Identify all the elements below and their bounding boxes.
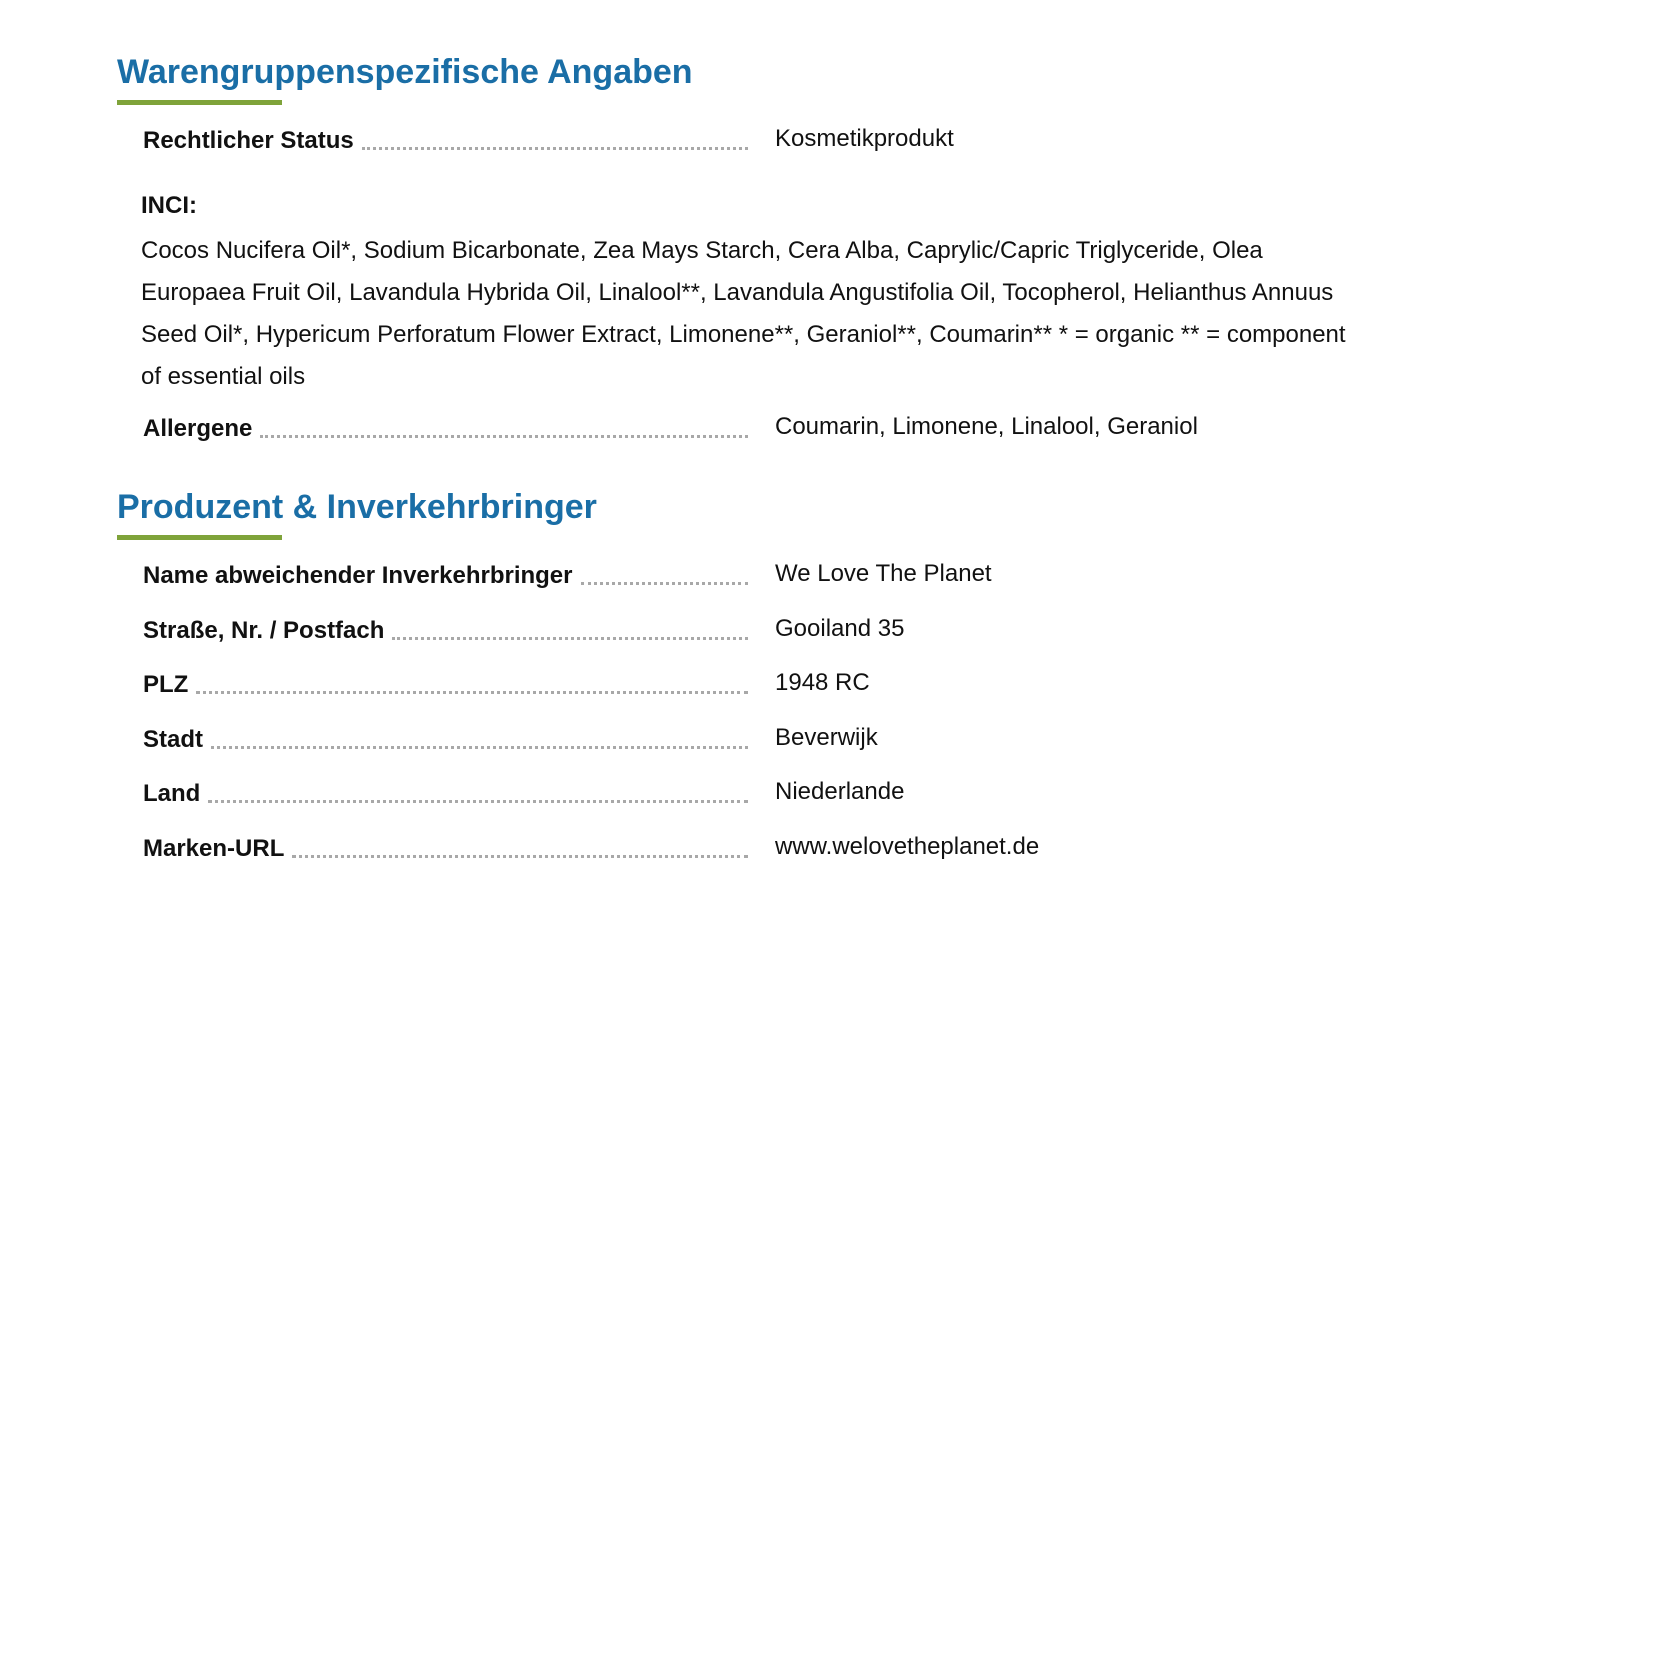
dotted-leader: [211, 746, 748, 749]
field-label: Land: [143, 779, 208, 809]
field-value: Kosmetikprodukt: [775, 125, 954, 152]
field-strasse: [143, 610, 1443, 646]
section-underline: [117, 100, 282, 105]
dotted-leader: [581, 582, 749, 585]
field-land: [143, 773, 1443, 809]
field-value: www.welovetheplanet.de: [775, 833, 1040, 860]
field-value: We Love The Planet: [775, 560, 992, 587]
field-marken-url: [143, 828, 1443, 864]
field-inverkehrbringer-name: [143, 555, 1443, 591]
field-label: PLZ: [143, 670, 196, 700]
inci-text: Cocos Nucifera Oil*, Sodium Bicarbonate, Zea Mays Starch, Cera Alba, Caprylic/Capric Triglyceride, Olea Europaea Fruit Oil, Lavandula Hybrida Oil, Linalool**, Lavandula Angustifolia Oil, Tocopherol, Helianthus Annuus Seed Oil*, Hypericum Perforatum Flower Extract, Limonene**, Geraniol**, Coumarin** * = organic ** = component of essential oils: [141, 237, 1346, 390]
field-value: 1948 RC: [775, 669, 870, 696]
field-value: Gooiland 35: [775, 615, 905, 642]
field-label: Name abweichender Inverkehrbringer: [143, 561, 581, 591]
field-value: Niederlande: [775, 778, 905, 805]
field-plz: [143, 664, 1443, 700]
field-value: Coumarin, Limonene, Linalool, Geraniol: [775, 413, 1198, 440]
field-label: Rechtlicher Status: [143, 126, 362, 156]
dotted-leader: [260, 435, 748, 438]
section-title-warengruppen: Warengruppenspezifische Angaben: [117, 53, 693, 91]
dotted-leader: [208, 800, 748, 803]
field-label: Marken-URL: [143, 834, 292, 864]
field-label: Straße, Nr. / Postfach: [143, 616, 392, 646]
field-label: Stadt: [143, 725, 211, 755]
section-underline: [117, 535, 282, 540]
dotted-leader: [362, 147, 748, 150]
field-rechtlicher-status: [143, 120, 1443, 156]
section-title-produzent: Produzent & Inverkehrbringer: [117, 488, 597, 526]
field-stadt: [143, 719, 1443, 755]
field-allergene: [143, 408, 1443, 444]
dotted-leader: [292, 855, 748, 858]
field-value: Beverwijk: [775, 724, 878, 751]
dotted-leader: [196, 691, 748, 694]
dotted-leader: [392, 637, 748, 640]
field-label: Allergene: [143, 414, 260, 444]
inci-label: INCI:: [141, 192, 197, 219]
